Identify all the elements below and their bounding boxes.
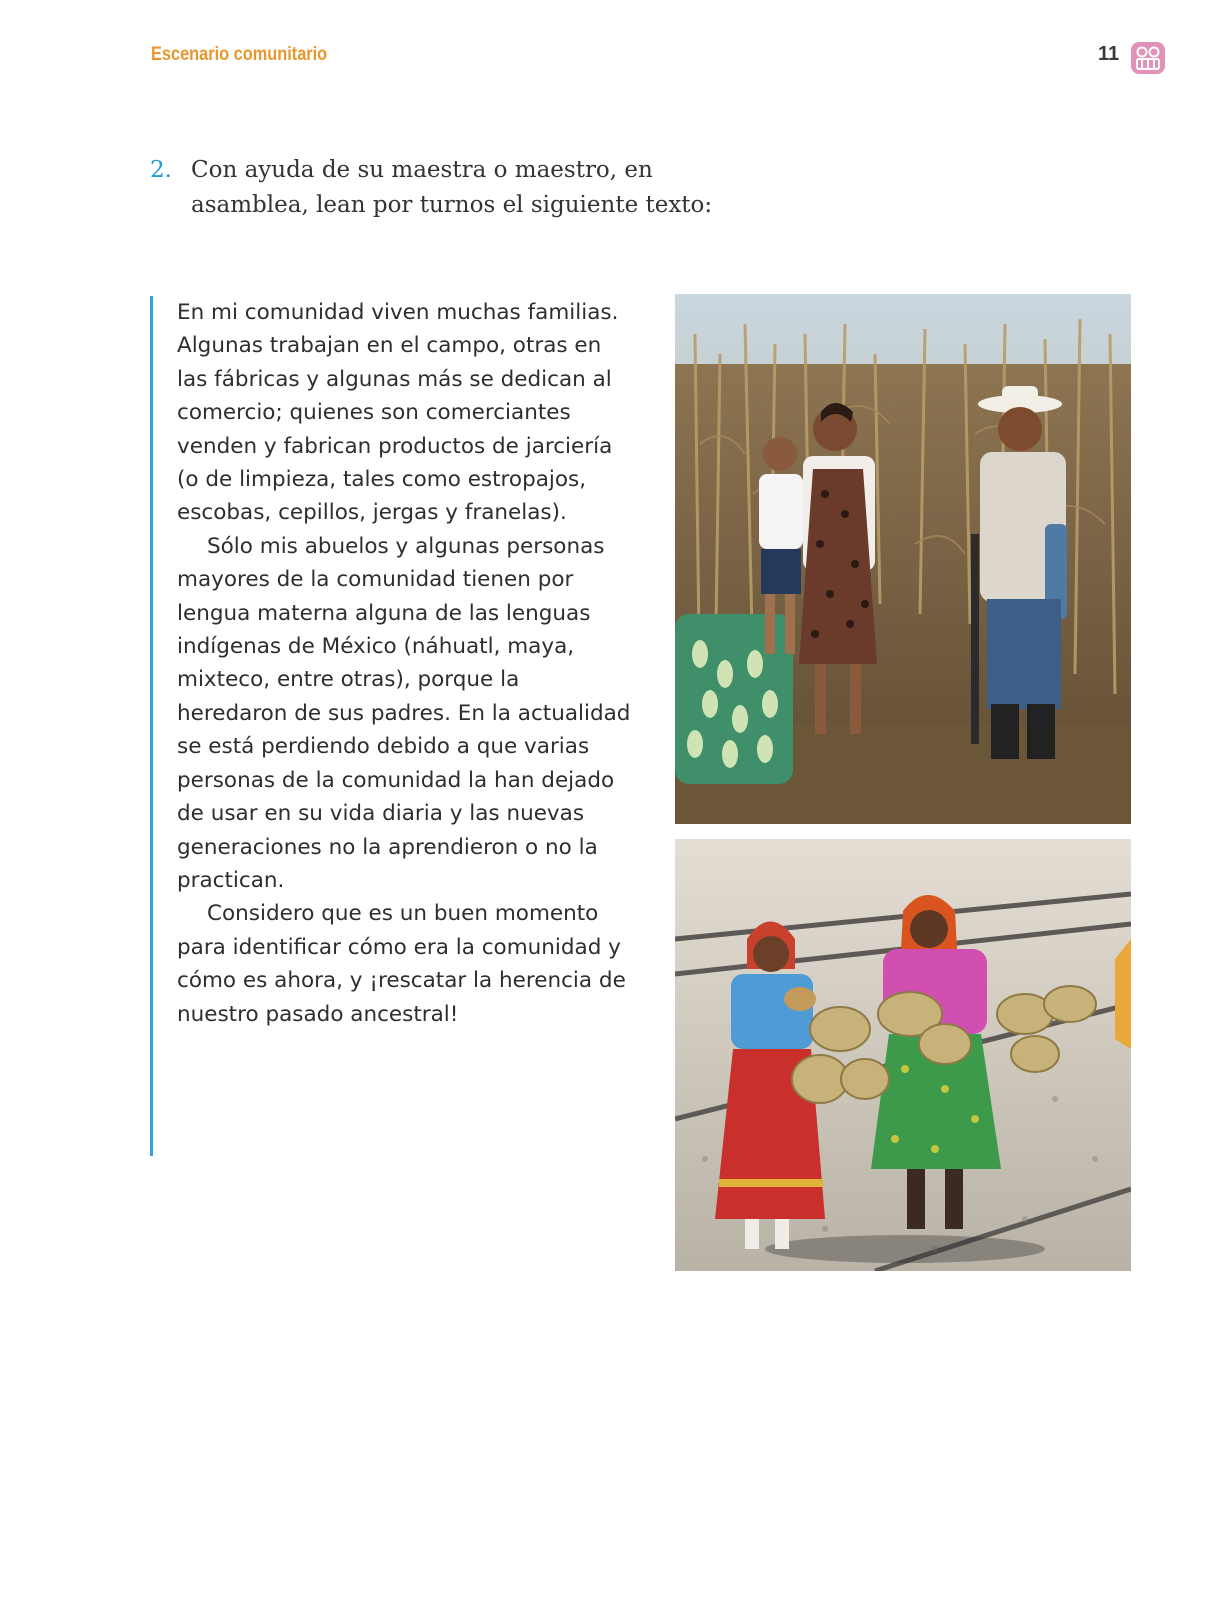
instruction-number: 2. — [150, 157, 172, 183]
instruction — [150, 153, 770, 223]
reading-paragraph-1: En mi comunidad viven muchas familias. Algunas trabajan en el campo, otras en las fábricas y algunas más se dedican al comercio; quienes son comerciantes venden y fabrican productos de jarciería (o de limpieza, tales como estropajos, escobas, cepillos, jergas y franelas). — [177, 300, 619, 526]
instruction-text: Con ayuda de su maestra o maestro, en asamblea, lean por turnos el siguiente texto: — [191, 157, 713, 218]
reading-paragraph-2: Sólo mis abuelos y algunas personas mayores de la comunidad tienen por lengua materna alguna de las lenguas indígenas de México (náhuatl, maya, mixteco, entre otras), porque la heredaron de sus padres. En la actualidad se está perdiendo debido a que varias personas de la comunidad la han dejado de usar en su vida diaria y las nuevas generaciones no la aprendieron o no la practican. — [177, 533, 631, 893]
reading-passage — [150, 296, 633, 1156]
glyph-badge-icon — [1131, 42, 1165, 74]
page-number: 11 — [1098, 43, 1120, 65]
photo-basket-sellers — [675, 839, 1131, 1271]
photo-family-cornfield — [675, 294, 1131, 824]
reading-paragraph-3: Considero que es un buen momento para identificar cómo era la comunidad y cómo es ahora, y ¡rescatar la herencia de nuestro pasado ancestral! — [177, 901, 626, 1027]
running-head: Escenario comunitario — [151, 44, 328, 65]
